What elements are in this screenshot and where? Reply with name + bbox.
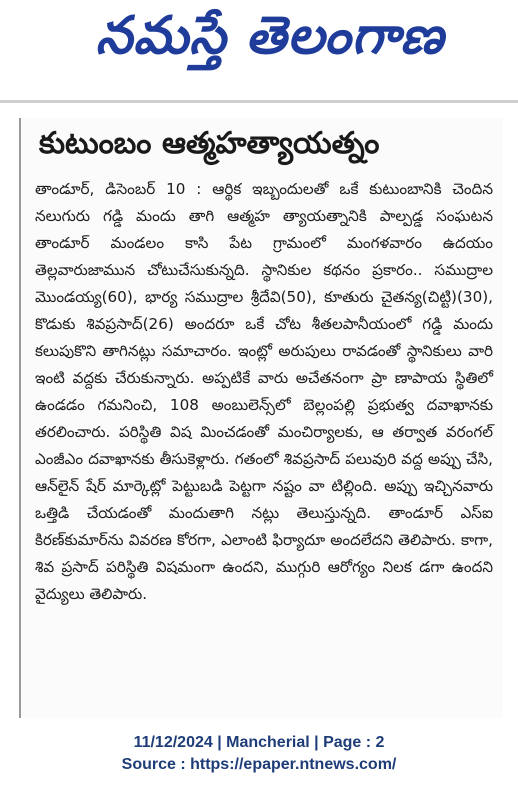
article-headline: కుటుంబం ఆత్మహత్యాయత్నం <box>39 126 380 161</box>
masthead-divider <box>0 100 518 103</box>
source-link[interactable]: Source : https://epaper.ntnews.com/ <box>121 756 397 773</box>
masthead-title: నమస్తే తెలంగాణ <box>95 5 445 66</box>
article-clipping <box>19 118 503 718</box>
source-footer <box>0 732 518 776</box>
edition-info: 11/12/2024 | Mancherial | Page : 2 <box>133 734 385 751</box>
masthead-logo <box>40 4 500 80</box>
article-body: తాండూర్, డిసెంబర్ 10 : ఆర్థిక ఇబ్బందులతో ఒకే కుటుంబానికి చెందిన నలుగురు గడ్డి మందు తాగి ఆత్మహ త్యాయత్నానికి పాల్పడ్డ సంఘటన తాండూర్ మండలం కాసి పేట గ్రామంలో మంగళవారం ఉదయం తెల్లవారుజామున చోటుచేసుకున్నది. స్థానికుల కథనం ప్రకారం.. సముద్రాల మొండయ్య(60), భార్య సముద్రాల శ్రీదేవి(50), కూతురు చైతన్య(చిట్టి)(30), కొడుకు శివప్రసాద్(26) అందరూ ఒకే చోట శీతలపానీయంలో గడ్డి మందు కలుపుకొని తాగినట్లు సమాచారం. ఇంట్లో అరుపులు రావడంతో స్థానికులు వారి ఇంటి వద్దకు చేరుకున్నారు. అప్పటికే వారు అచేతనంగా ప్రా ణాపాయ స్థితిలో ఉండడం గమనించి, 108 అంబులెన్స్‌లో బెల్లంపల్లి ప్రభుత్వ దవాఖానకు తరలించారు. పరిస్థితి విష మించడంతో మంచిర్యాలకు, ఆ తర్వాత వరంగల్ ఎంజీఎం దవాఖానకు తీసుకెళ్లారు. గతంలో శివప్రసాద్ పలువురి వద్ద అప్పు చేసి, ఆన్‌లైన్ షేర్ మార్కెట్లో పెట్టుబడి పెట్టగా నష్టం వా టిల్లింది. అప్పు ఇచ్చినవారు ఒత్తిడి చేయడంతో మందుతాగి నట్లు తెలుస్తున్నది. తాండూర్ ఎస్ఐ కిరణ్‌కుమార్‌ను వివరణ కోరగా, ఎలాంటి ఫిర్యాదూ అందలేదని తెలిపారు. కాగా, శివ ప్రసాద్ పరిస్థితి విషమంగా ఉందని, ముగ్గురి ఆరోగ్యం నిలక డగా ఉందని వైద్యులు తెలిపారు. <box>35 180 493 603</box>
